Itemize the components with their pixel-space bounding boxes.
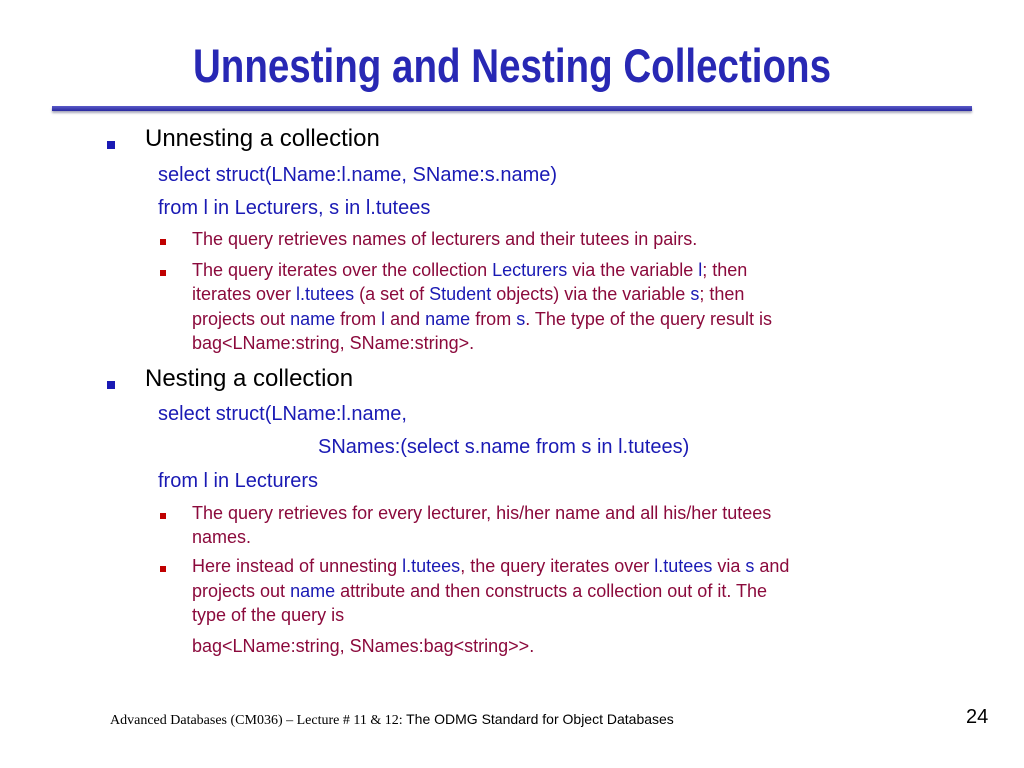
page-number: 24	[966, 706, 989, 728]
bullet-icon	[107, 141, 115, 149]
explanation-text: iterates over l.tutees (a set of Student objects) via the variable s; then	[192, 284, 745, 304]
code-line: select struct(LName:l.name,	[158, 403, 407, 425]
bullet-icon	[107, 381, 115, 389]
explanation-text: bag<LName:string, SName:string>.	[192, 333, 475, 353]
explanation-text: The query iterates over the collection Lecturers via the variable l; then	[192, 260, 748, 280]
explanation-text: The query retrieves for every lecturer, his/her name and all his/her tutees	[192, 503, 772, 523]
sub-bullet-icon	[160, 513, 166, 519]
explanation-text: The query retrieves names of lecturers and their tutees in pairs.	[192, 229, 698, 249]
section-heading-nesting: Nesting a collection	[145, 365, 354, 392]
code-line: select struct(LName:l.name, SName:s.name)	[158, 164, 558, 186]
explanation-text: Here instead of unnesting l.tutees, the query iterates over l.tutees via s and	[192, 556, 790, 576]
slide-title: Unnesting and Nesting Collections	[192, 39, 832, 92]
title-underline	[52, 106, 972, 111]
code-line: from l in Lecturers	[158, 470, 319, 492]
sub-bullet-icon	[160, 566, 166, 572]
section-heading-unnesting: Unnesting a collection	[145, 125, 380, 152]
explanation-text: bag<LName:string, SNames:bag<string>>.	[192, 636, 535, 656]
explanation-text: projects out name from l and name from s. The type of the query result is	[192, 309, 772, 329]
code-line: SNames:(select s.name from s in l.tutees)	[318, 436, 690, 458]
footer-caption: Advanced Databases (CM036) – Lecture # 11 & 12: The ODMG Standard for Object Databases	[110, 711, 674, 728]
explanation-text: names.	[192, 527, 252, 547]
sub-bullet-icon	[160, 270, 166, 276]
explanation-text: projects out name attribute and then constructs a collection out of it. The	[192, 581, 768, 601]
code-line: from l in Lecturers, s in l.tutees	[158, 197, 431, 219]
explanation-text: type of the query is	[192, 605, 345, 625]
sub-bullet-icon	[160, 239, 166, 245]
